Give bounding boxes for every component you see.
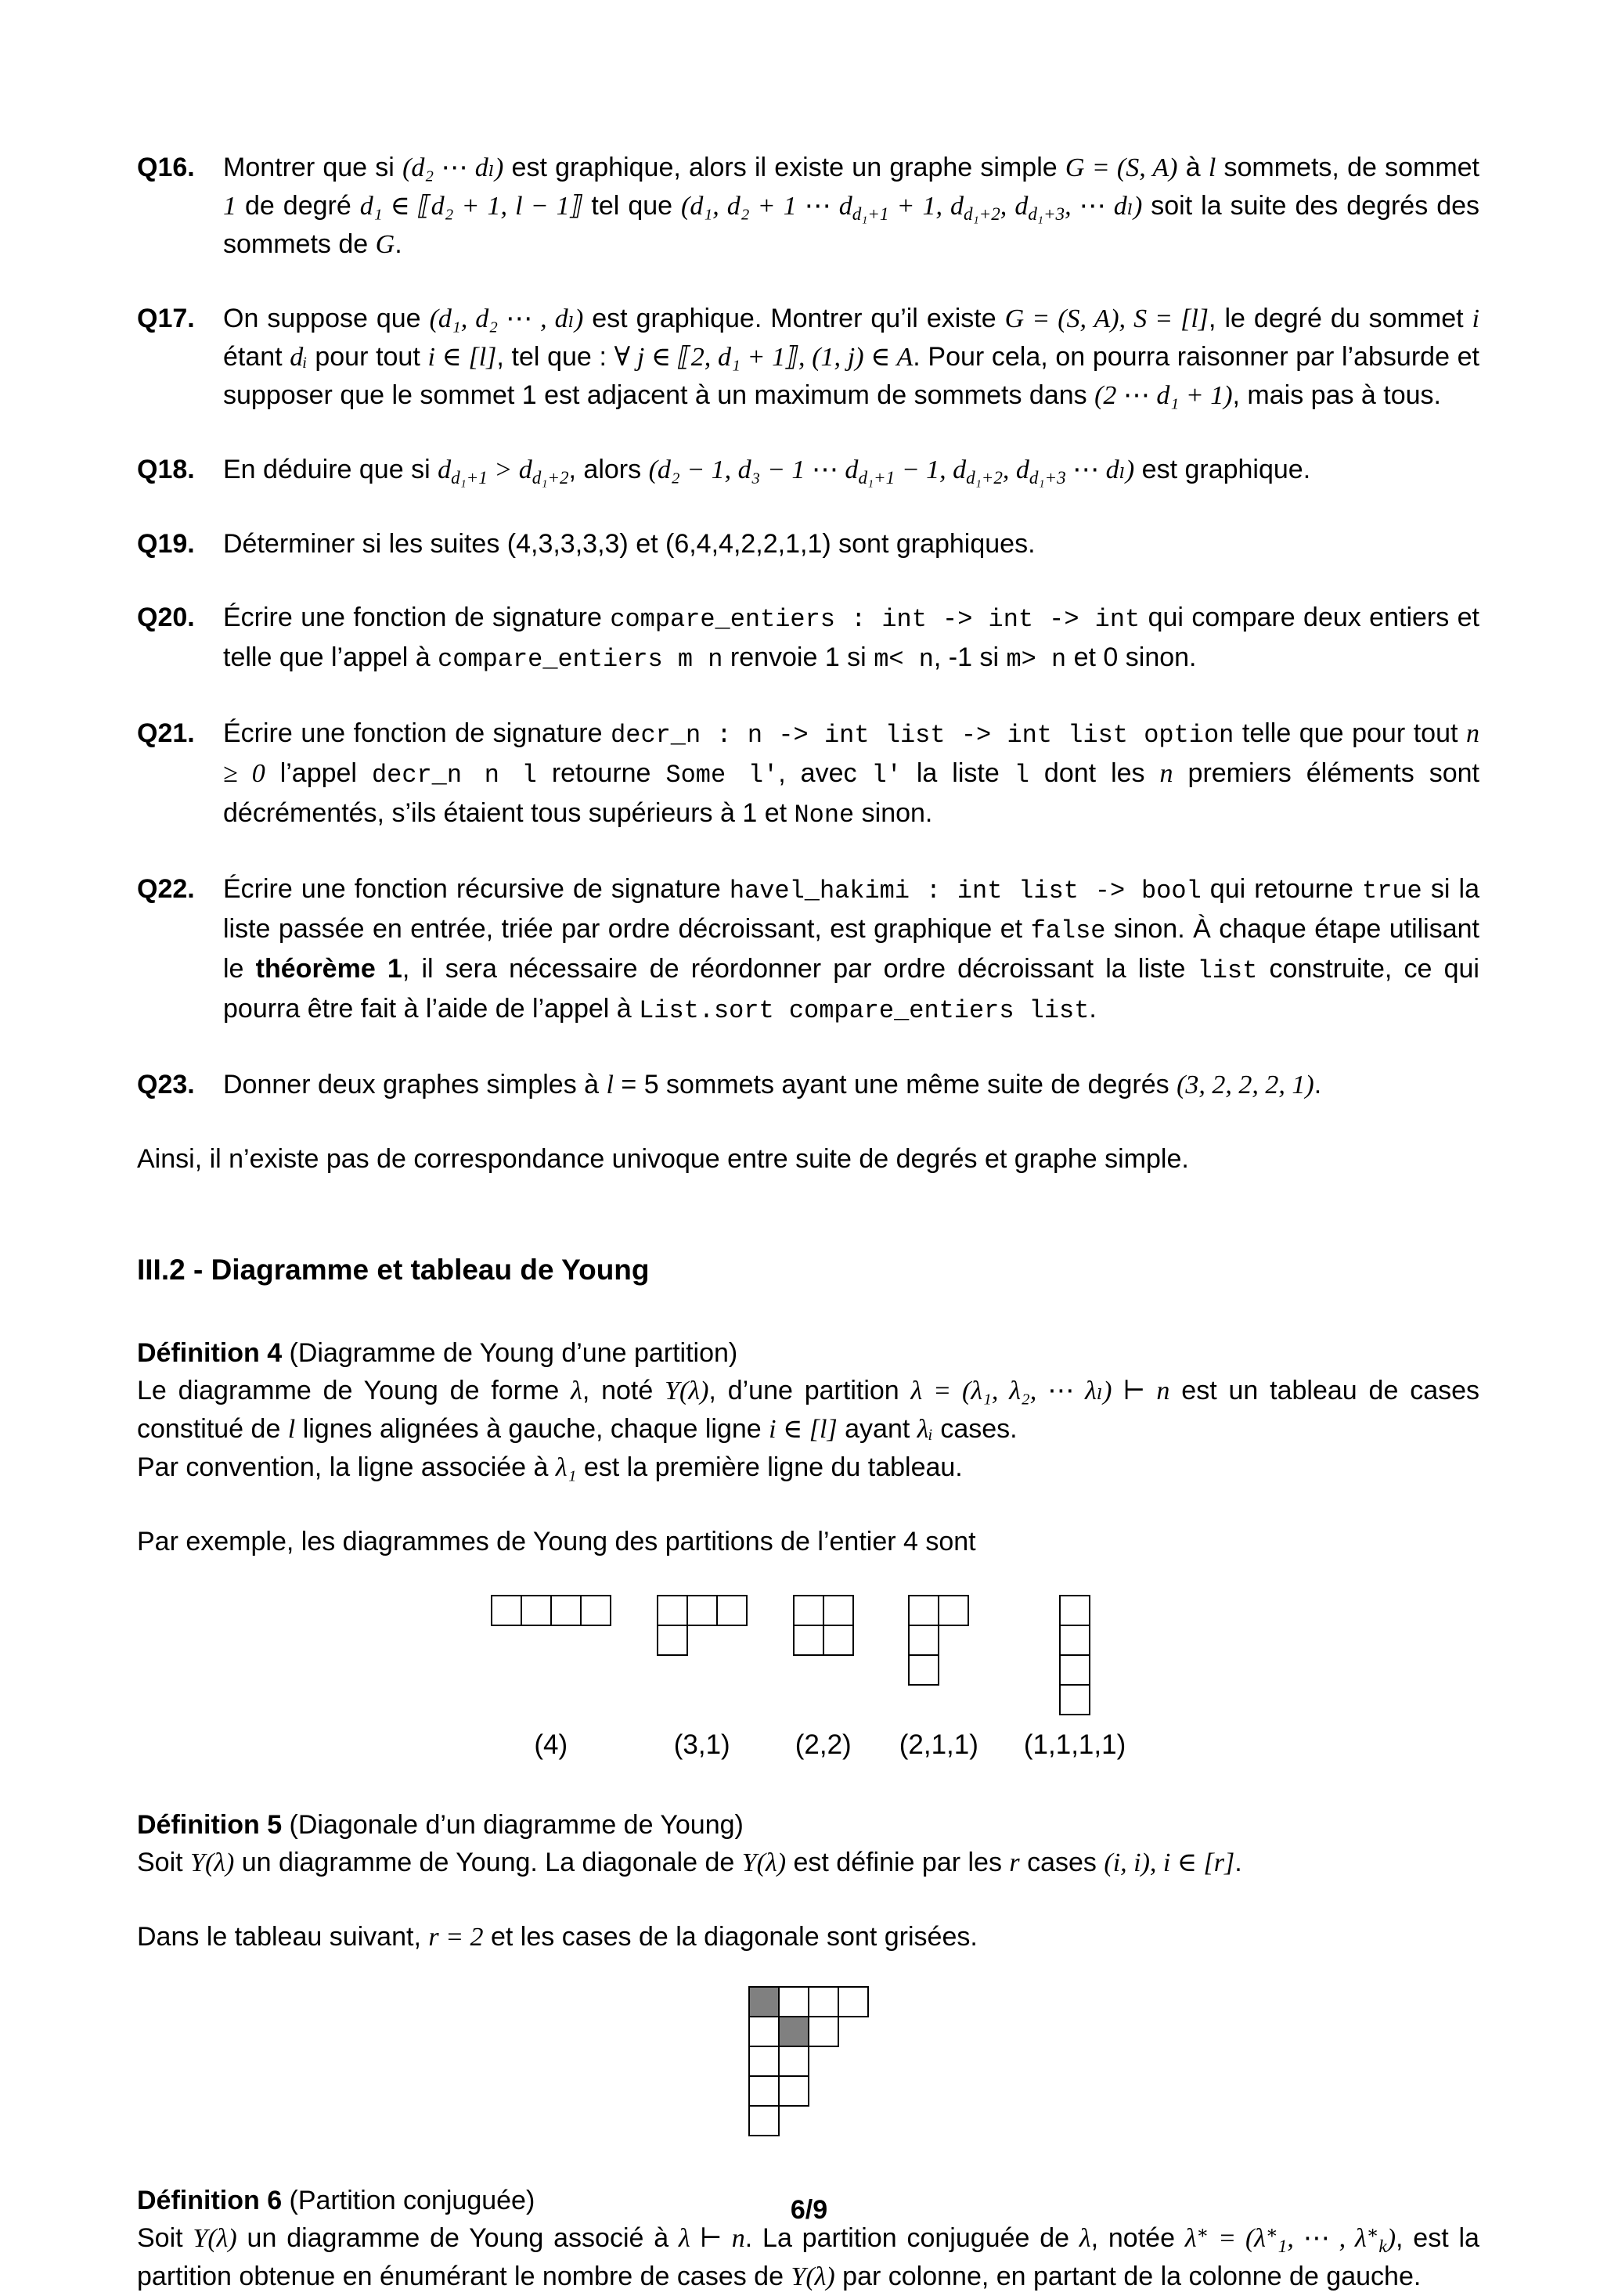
young-diagram-row [748, 2016, 869, 2047]
young-diagram-row [748, 2075, 869, 2107]
definition-4 [137, 1334, 1479, 1487]
young-diagram-label: (4) [534, 1729, 568, 1760]
text-run: étant [223, 342, 290, 372]
young-cell [838, 1986, 869, 2017]
text-run: renvoie 1 si [723, 642, 874, 672]
math-run: ) [1386, 2224, 1396, 2253]
math-subscript: 1 [1277, 2236, 1288, 2257]
young-diagram-row [1059, 1654, 1090, 1686]
text-run: dont les [1029, 758, 1160, 788]
math-run: G = (S, A), S = [l] [1004, 304, 1209, 333]
math-run: − 1, d [895, 455, 967, 484]
text-run: retourne [536, 758, 666, 788]
page-number: 6/9 [790, 2195, 828, 2225]
young-cell [808, 2016, 839, 2047]
math-run: > d [487, 455, 532, 484]
text-run: , il sera nécessaire de réordonner par ordre décroissant la liste [402, 954, 1198, 984]
question-text [223, 451, 1479, 489]
definition-line [137, 1844, 1479, 1882]
young-diagram-area [1059, 1595, 1090, 1717]
code-run: false [1030, 916, 1106, 945]
question-text [223, 599, 1479, 678]
math-run: G [375, 230, 395, 259]
young-diagram-row [793, 1595, 854, 1626]
definition-line [137, 1806, 1479, 1844]
math-run: = (λ [1209, 2224, 1267, 2253]
math-run: λᵢ [917, 1415, 933, 1444]
text-run: (Partition conjuguée) [282, 2186, 535, 2215]
text-run: Déterminer si les suites (4,3,3,3,3) et (6,4,4,2,2,1,1) sont graphiques. [223, 529, 1036, 559]
question-number: Q16. [137, 153, 195, 182]
text-run: sinon. [854, 798, 933, 828]
young-diagram-(1,1,1,1) [1059, 1595, 1090, 1715]
young-diagram-label: (3,1) [673, 1729, 730, 1760]
math-run: (d₂ ⋯ dₗ) [402, 153, 504, 182]
text-run: tel que [582, 191, 682, 221]
young-diagram-row [491, 1595, 611, 1626]
young-cell [657, 1625, 688, 1656]
code-run: Some l' [665, 761, 779, 790]
text-run: pour tout [307, 342, 428, 372]
young-cell [550, 1595, 582, 1626]
young-diagram-column [899, 1595, 978, 1761]
text-run: sommets, de sommet [1216, 153, 1480, 182]
code-run: list [1197, 956, 1258, 985]
young-cell [1059, 1684, 1090, 1715]
text-run: ayant [837, 1414, 917, 1444]
question-number: Q19. [137, 529, 195, 559]
math-run: ∀ j ∈ ⟦2, d₁ + 1⟧, (1, j) ∈ A [614, 343, 914, 372]
math-subscript: d₁+3 [1028, 203, 1065, 225]
young-diagram-row [1059, 1595, 1090, 1626]
code-run: compare_entiers : int -> int -> int [610, 605, 1141, 634]
text-run: , -1 si [933, 642, 1007, 672]
young-diagram-row [908, 1654, 969, 1686]
math-run: l [1208, 153, 1216, 182]
young-diagram-row [1059, 1625, 1090, 1656]
young-cell [1059, 1654, 1090, 1686]
young-cell [823, 1625, 854, 1656]
young-diagram-row [748, 1986, 869, 2017]
code-run: l [1014, 761, 1029, 790]
young-diagram-row [908, 1595, 969, 1626]
definition-line [137, 1334, 1479, 1372]
math-run: l [287, 1415, 296, 1444]
math-run: , ⋯ dₗ) [1065, 192, 1143, 221]
definition-line [137, 2219, 1479, 2296]
young-cell [778, 2075, 809, 2107]
text-run: , notée [1090, 2223, 1185, 2253]
text-run: qui retourne [1201, 874, 1363, 904]
question-q19 [137, 525, 1479, 563]
math-run: (i, i), i ∈ [r] [1104, 1848, 1235, 1877]
math-run: λ₁ [555, 1453, 577, 1482]
young-diagram-row [793, 1625, 854, 1656]
question-q20 [137, 599, 1479, 678]
question-number: Q21. [137, 718, 195, 748]
young-cell [748, 2105, 780, 2136]
text-run: si la liste passée en entrée, triée par ordre décroissant, est graphique et [223, 874, 1479, 944]
text-run: . [1089, 994, 1097, 1024]
math-superscript: ∗ [1196, 2222, 1209, 2244]
question-q22 [137, 870, 1479, 1030]
math-subscript: d₁+1 [451, 467, 488, 488]
young-diagram-column [1024, 1595, 1126, 1761]
math-run: (d₂ − 1, d₃ − 1 ⋯ d [648, 455, 859, 484]
young-cell [580, 1595, 611, 1626]
code-run: None [794, 801, 855, 830]
question-text [223, 525, 1479, 563]
young-diagram-(2,1,1) [908, 1595, 969, 1686]
young-cell [778, 2046, 809, 2077]
young-diagram-row [908, 1625, 969, 1656]
diagonal-young-figure [137, 1986, 1479, 2136]
young-cell [908, 1595, 939, 1626]
question-text [223, 300, 1479, 415]
young-diagram-area [657, 1595, 748, 1717]
code-run: compare_entiers m n [438, 645, 723, 674]
text-run: , alors [568, 455, 649, 484]
young-cell [793, 1625, 824, 1656]
code-run: havel_hakimi : int list -> bool [729, 876, 1202, 905]
text-run: par colonne, en partant de la colonne de gauche. [834, 2262, 1422, 2291]
diagonal-young-diagram [748, 1986, 869, 2136]
young-diagram-row [657, 1595, 748, 1626]
math-subscript: d₁+1 [852, 203, 889, 225]
math-run: , d [1000, 192, 1029, 221]
text-run: est graphique. Montrer qu’il existe [583, 304, 1005, 333]
young-cell [808, 1986, 839, 2017]
text-run: à [1177, 153, 1209, 182]
section-heading: III.2 - Diagramme et tableau de Young [137, 1254, 650, 1286]
question-text [223, 714, 1479, 834]
text-run: , est la partition obtenue en énumérant le nombre de cases de [137, 2223, 1479, 2291]
math-run: (d₁, d₂ + 1 ⋯ d [681, 192, 852, 221]
math-subscript: d₁+2 [964, 203, 1000, 225]
young-diagram-area [793, 1595, 854, 1717]
text-run: , avec [778, 758, 872, 788]
code-run: m< n [874, 645, 934, 674]
math-run: i [1472, 304, 1479, 333]
text-run: Par exemple, les diagrammes de Young des partitions de l’entier 4 sont [137, 1527, 976, 1556]
text-run: un diagramme de Young. La diagonale de [234, 1848, 742, 1877]
text-run: Écrire une fonction de signature [223, 603, 611, 632]
question-q23 [137, 1066, 1479, 1104]
young-diagram-column [491, 1595, 611, 1761]
text-run: la liste [901, 758, 1014, 788]
young-diagram-label: (2,1,1) [899, 1729, 978, 1760]
young-diagram-area [491, 1595, 611, 1717]
math-run: n [1159, 759, 1173, 788]
question-q18 [137, 451, 1479, 489]
math-run: r [1009, 1848, 1020, 1877]
question-text [223, 870, 1479, 1030]
young-cell [908, 1625, 939, 1656]
text-run: Soit [137, 2223, 193, 2253]
young-diagram-column [657, 1595, 748, 1761]
question-number: Q20. [137, 603, 195, 632]
math-run: G = (S, A) [1065, 153, 1178, 182]
math-run: 1 [223, 192, 236, 221]
text-run: , mais pas à tous. [1232, 380, 1441, 410]
young-diagram-label: (1,1,1,1) [1023, 1729, 1126, 1760]
text-run: Écrire une fonction récursive de signature [223, 874, 730, 904]
text-run: sinon. À chaque étape utilisant le [223, 914, 1480, 984]
math-run: i ∈ [l] [769, 1415, 838, 1444]
math-run: r = 2 [428, 1923, 484, 1952]
text-run: Ainsi, il n’existe pas de correspondance univoque entre suite de degrés et graphe simple. [137, 1144, 1189, 1174]
math-run: Y(λ) [741, 1848, 787, 1877]
text-run: cases. [932, 1414, 1018, 1444]
definition-5 [137, 1806, 1479, 1882]
math-run: Y(λ) [190, 1848, 235, 1877]
young-diagram-column [793, 1595, 854, 1761]
text-run: (Diagramme de Young d’une partition) [282, 1338, 738, 1368]
question-number: Q23. [137, 1070, 195, 1099]
young-diagram-(2,2) [793, 1595, 854, 1656]
math-subscript: d₁+2 [966, 467, 1003, 488]
young-cell [793, 1595, 824, 1626]
math-run: λ [1079, 2224, 1091, 2253]
young-diagrams-figure [137, 1595, 1479, 1761]
math-subscript: k [1378, 2236, 1387, 2257]
math-run: λ = (λ₁, λ₂, ⋯ λₗ) ⊢ n [910, 1377, 1170, 1405]
text-run: est graphique, alors il existe un graphe simple [503, 153, 1065, 182]
math-run: Y(λ) [665, 1377, 709, 1405]
text-run: Montrer que si [223, 153, 403, 182]
text-run: , le degré du sommet [1209, 304, 1472, 333]
math-superscript: ∗ [1266, 2222, 1278, 2244]
math-run: , d [1002, 455, 1029, 484]
code-run: List.sort compare_entiers list [639, 996, 1090, 1025]
text-run: Dans le tableau suivant, [137, 1922, 429, 1952]
text-run: soit la suite des degrés des sommets de [223, 191, 1480, 259]
math-run: d [438, 455, 452, 484]
text-run: (Diagonale d’un diagramme de Young) [282, 1810, 744, 1840]
text-run: lignes alignées à gauche, chaque ligne [295, 1414, 769, 1444]
question-number: Q17. [137, 304, 195, 333]
text-run: , noté [582, 1376, 665, 1405]
text-run: . Pour cela, on pourra raisonner par l’absurde et supposer que le sommet 1 est adjacent à un maximum de sommets dans [223, 342, 1479, 410]
young-diagram-area [908, 1595, 969, 1717]
text-run: et 0 sinon. [1066, 642, 1197, 672]
math-run: λ ⊢ n [679, 2224, 745, 2253]
young-cell [1059, 1625, 1090, 1656]
bold-run: Définition 4 [137, 1338, 283, 1368]
young-diagram-row [748, 2105, 869, 2136]
text-run: est graphique. [1134, 455, 1311, 484]
paragraph [137, 1140, 1479, 1178]
text-run: . [1313, 1070, 1322, 1099]
question-number: Q18. [137, 455, 195, 484]
math-run: λ [571, 1377, 582, 1405]
text-run: Donner deux graphes simples à [223, 1070, 607, 1099]
question-number: Q22. [137, 874, 195, 904]
young-cell [686, 1595, 718, 1626]
text-run: Soit [137, 1848, 191, 1877]
math-run: , ⋯ , λ [1287, 2224, 1367, 2253]
math-run: n ≥ 0 [223, 719, 1479, 788]
text-run: cases [1019, 1848, 1104, 1877]
math-run: Y(λ) [791, 2262, 835, 2291]
young-cell [716, 1595, 748, 1626]
young-cell [521, 1595, 552, 1626]
diagonal-cell-gray [748, 1986, 780, 2017]
text-run: = 5 sommets ayant une même suite de degrés [613, 1070, 1177, 1099]
code-run: true [1362, 876, 1422, 905]
bold-run: Définition 5 [137, 1810, 283, 1840]
bold-run: Définition 6 [137, 2186, 283, 2215]
math-run: ⋯ dₗ) [1065, 455, 1135, 484]
question-q17 [137, 300, 1479, 415]
code-run: l' [871, 761, 902, 790]
young-cell [491, 1595, 522, 1626]
math-run: d₁ ∈ ⟦d₂ + 1, l − 1⟧ [359, 192, 583, 221]
math-run: Y(λ) [193, 2224, 237, 2253]
young-diagram-row [657, 1625, 748, 1656]
definition-line [137, 1448, 1479, 1487]
text-run: , tel que : [496, 342, 614, 372]
math-run: dᵢ [290, 343, 308, 372]
text-run: construite, ce qui pourra être fait à l’aide de l’appel à [223, 954, 1479, 1024]
young-cell [657, 1595, 688, 1626]
young-diagram-row [1059, 1684, 1090, 1715]
young-cell [938, 1595, 969, 1626]
text-run: Par convention, la ligne associée à [137, 1452, 556, 1482]
young-diagram-label: (2,2) [795, 1729, 852, 1760]
text-run: En déduire que si [223, 455, 438, 484]
math-run: (d₁, d₂ ⋯ , dₗ) [429, 304, 584, 333]
young-diagram-(4) [491, 1595, 611, 1626]
question-q21 [137, 714, 1479, 834]
young-cell [908, 1654, 939, 1686]
code-run: decr_n n l [371, 761, 537, 790]
bold-run: théorème 1 [255, 954, 402, 984]
text-run: de degré [236, 191, 360, 221]
math-run: (3, 2, 2, 2, 1) [1177, 1071, 1314, 1099]
question-q16 [137, 149, 1479, 264]
text-run: premiers éléments sont décrémentés, s’ils étaient tous supérieurs à 1 et [223, 758, 1479, 828]
young-cell [748, 2075, 780, 2107]
young-cell [778, 1986, 809, 2017]
math-run: + 1, d [888, 192, 964, 221]
text-run: est définie par les [786, 1848, 1010, 1877]
definition-line [137, 1372, 1479, 1448]
math-run: l [606, 1071, 614, 1099]
text-run: et les cases de la diagonale sont grisées. [483, 1922, 978, 1952]
math-superscript: ∗ [1366, 2222, 1379, 2244]
young-diagram-row [748, 2046, 869, 2077]
question-text [223, 1066, 1479, 1104]
math-run: (2 ⋯ d₁ + 1) [1094, 381, 1233, 410]
young-cell [823, 1595, 854, 1626]
diagonal-cell-gray [778, 2016, 809, 2047]
text-run: qui compare deux entiers et telle que l’appel à [223, 603, 1479, 672]
math-subscript: d₁+1 [858, 467, 895, 488]
code-run: m> n [1006, 645, 1067, 674]
math-run: λ [1184, 2224, 1197, 2253]
math-run: i ∈ [l] [427, 343, 497, 372]
text-run: , d’une partition [708, 1376, 911, 1405]
math-subscript: d₁+2 [532, 467, 569, 488]
text-run: . [395, 229, 402, 259]
young-cell [1059, 1595, 1090, 1626]
text-run: On suppose que [223, 304, 430, 333]
paragraph [137, 1918, 1479, 1956]
question-text [223, 149, 1479, 264]
text-run: telle que pour tout [1234, 718, 1466, 748]
text-run: Écrire une fonction de signature [223, 718, 611, 748]
young-cell [748, 2046, 780, 2077]
young-cell [748, 2016, 780, 2047]
text-run: . La partition conjuguée de [744, 2223, 1079, 2253]
text-run: . [1234, 1848, 1242, 1877]
math-subscript: d₁+3 [1029, 467, 1066, 488]
code-run: decr_n : n -> int list -> int list option [611, 721, 1234, 750]
text-run: l’appel [265, 758, 372, 788]
text-run: est un tableau de cases constitué de [137, 1376, 1480, 1444]
text-run: est la première ligne du tableau. [576, 1452, 963, 1482]
paragraph [137, 1523, 1479, 1560]
text-run: Le diagramme de Young de forme [137, 1376, 571, 1405]
text-run: un diagramme de Young associé à [236, 2223, 679, 2253]
young-diagram-(3,1) [657, 1595, 748, 1656]
